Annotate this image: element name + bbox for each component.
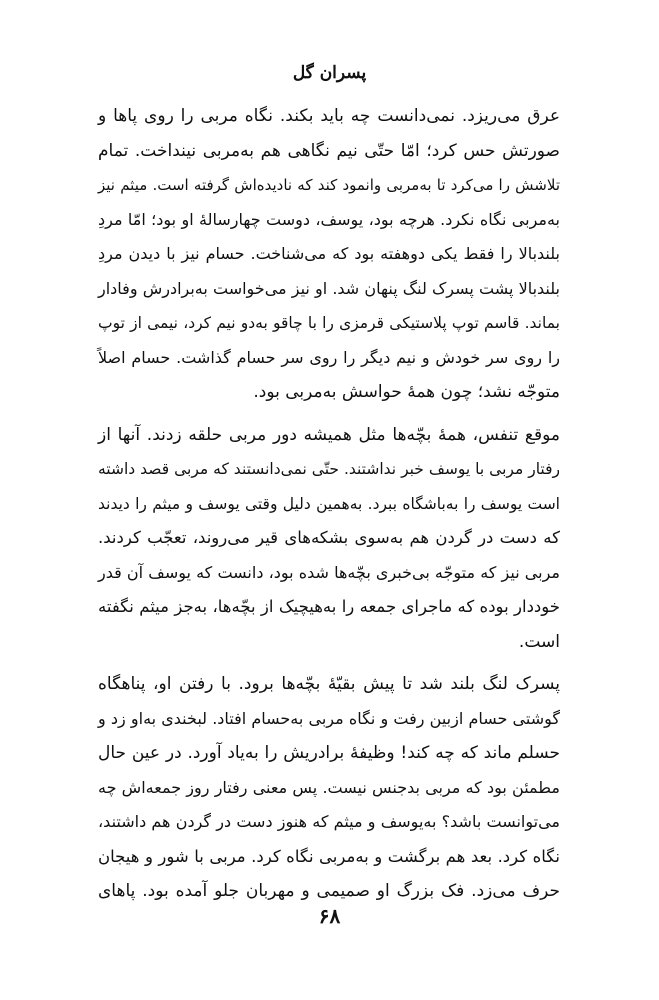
text-line: موقع تنفس، همهٔ بچّه‌ها مثل همیشه دور مربی حلقه زدند. آنها از [98, 424, 560, 445]
text-line: می‌توانست باشد؟ به‌یوسف و میثم که هنوز دست در گردن هم داشتند، [98, 812, 560, 831]
text-line: خوددار بوده که ماجرای جمعه را به‌هیچیک از بچّه‌ها، به‌جز میثم نگفته [98, 597, 560, 616]
running-head: پسران گل [292, 63, 367, 83]
paragraph-1 [98, 99, 560, 410]
text-line: است یوسف را به‌باشگاه ببرد. به‌همین دلیل وقتی یوسف و میثم را دیدند [98, 494, 560, 513]
text-line: بلندبالا را فقط یکی دوهفته بود که می‌شناخت. حسام نیز با دیدن مردِ [98, 244, 560, 263]
text-line: رفتار مربی با یوسف خبر نداشتند. حتّی نمی‌دانستند که مربی قصد داشته [98, 460, 560, 478]
text-line: نگاه کرد. بعد هم برگشت و به‌مربی نگاه کرد. مربی با شور و هیجان [98, 846, 560, 866]
text-line: که دست در گردن هم به‌سوی بشکه‌های قیر می‌روند، تعجّب کردند. [98, 528, 560, 547]
text-line: بماند. قاسم توپ پلاستیکی قرمزی را با چاقو به‌دو نیم کرد، نیمی از توپ [98, 314, 560, 332]
text-line: است. [518, 631, 560, 652]
text-line: گوشتی حسام ازبین رفت و نگاه مربی به‌حسام افتاد. لبخندی به‌او زد و [98, 708, 560, 728]
page-number: ۶۸ [318, 904, 341, 928]
text-line: به‌مربی نگاه نکرد. هرچه بود، یوسف، دوست چهارسالهٔ او بود؛ امّا مردِ [98, 209, 560, 229]
text-line: مربی نیز که متوجّه بی‌خبری بچّه‌ها شده بود، دانست که یوسف آن قدر [98, 562, 560, 582]
text-line: حسلم ماند که چه کند! وظیفهٔ برادریش را به‌یاد آورد. در عین حال [98, 743, 560, 763]
text-line: حرف می‌زد. فک بزرگ او صمیمی و مهربان جلو آمده بود. پاهای [98, 881, 560, 901]
body-text [98, 99, 560, 909]
text-line: را روی سر خودش و نیم دیگر را روی سر حسام گذاشت. حسام اصلاً [98, 347, 560, 367]
text-line: متوجّه نشد؛ چون همهٔ حواسش به‌مربی بود. [253, 382, 560, 402]
text-line: بلندبالا پشت پسرک لنگ پنهان شد. او نیز می‌خواست به‌برادرش وفادار [98, 278, 560, 298]
paragraph-2 [98, 418, 560, 660]
text-line: تلاشش را می‌کرد تا به‌مربی وانمود کند که نادیده‌اش گرفته است. میثم نیز [98, 176, 560, 194]
text-line: مطمئن بود که مربی بدجنس نیست. پس معنی رفتار روز جمعه‌اش چه [98, 777, 560, 797]
paragraph-3 [98, 667, 560, 909]
text-line: صورتش حس کرد؛ امّا حتّی نیم نگاهی هم به‌مربی نینداخت. تمام [98, 140, 560, 161]
text-line: پسرک لنگ بلند شد تا پیش بقیّهٔ بچّه‌ها برود. با رفتن او، پناهگاه [98, 674, 560, 694]
text-line: عرق می‌ریزد. نمی‌دانست چه باید بکند. نگاه مربی را روی پاها و [98, 106, 560, 126]
